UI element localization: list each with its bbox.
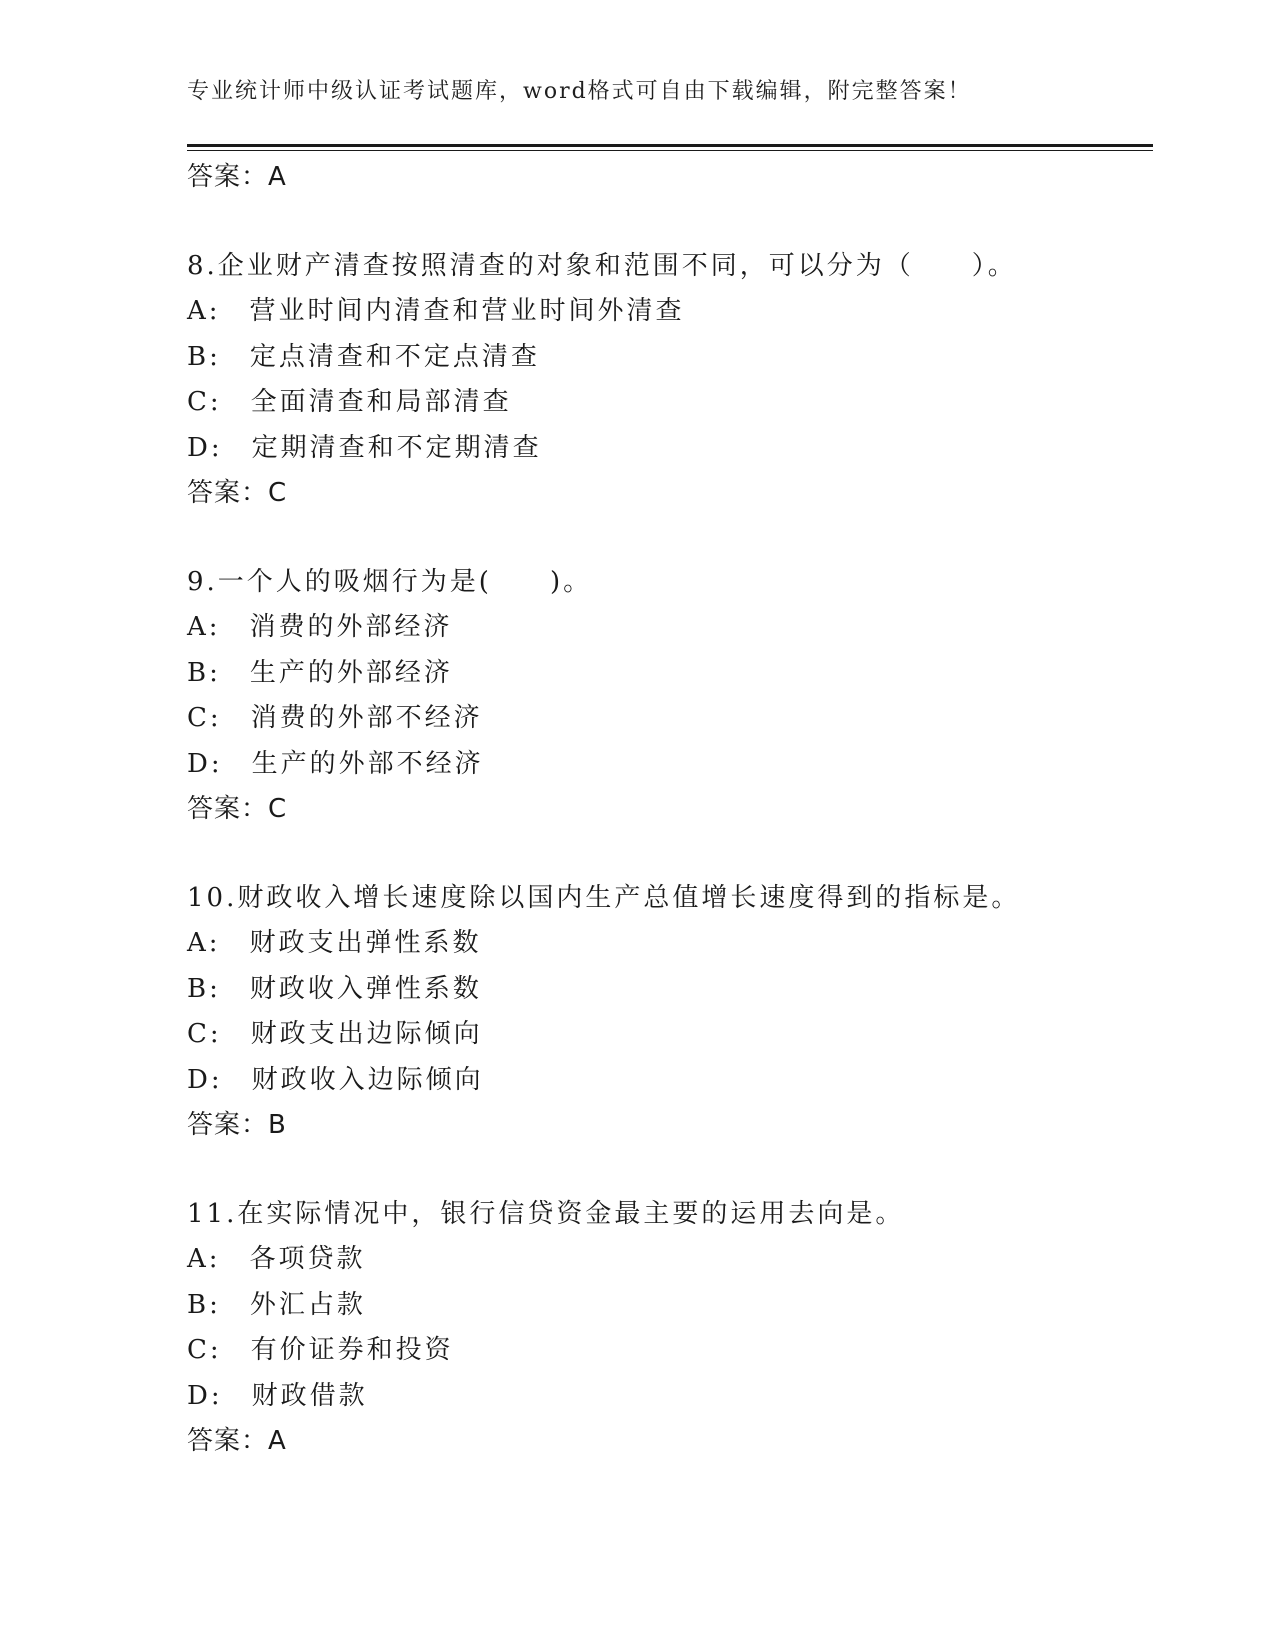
- answer-label: 答案：A: [187, 162, 287, 192]
- option-d: D: 财政借款: [187, 1380, 368, 1411]
- header-divider-thin: [187, 150, 1153, 151]
- option-a: A: 各项贷款: [187, 1244, 366, 1274]
- option-a: A: 消费的外部经济: [187, 612, 453, 642]
- option-b: B: 财政收入弹性系数: [187, 973, 482, 1004]
- question-block: [187, 244, 1153, 517]
- option-c: C: 全面清查和局部清查: [187, 387, 512, 417]
- header-divider-thick: [187, 144, 1153, 147]
- question-list: [187, 155, 1153, 1465]
- question-block: [187, 876, 1153, 1149]
- question-block: [187, 1192, 1153, 1465]
- option-d: D: 生产的外部不经济: [187, 748, 484, 779]
- question-stem: 9.一个人的吸烟行为是( )。: [187, 566, 593, 597]
- option-c: C: 有价证券和投资: [187, 1335, 454, 1365]
- option-c: C: 财政支出边际倾向: [187, 1019, 483, 1049]
- question-block: [187, 560, 1153, 833]
- option-a: A: 营业时间内清查和营业时间外清查: [187, 296, 685, 326]
- option-b: B: 外汇占款: [187, 1289, 366, 1320]
- question-stem: 10.财政收入增长速度除以国内生产总值增长速度得到的指标是。: [187, 882, 1021, 913]
- option-c: C: 消费的外部不经济: [187, 703, 483, 733]
- option-b: B: 定点清查和不定点清查: [187, 341, 540, 372]
- question-stem: 8.企业财产清查按照清查的对象和范围不同，可以分为（ ）。: [187, 250, 1017, 281]
- option-b: B: 生产的外部经济: [187, 657, 453, 688]
- option-d: D: 定期清查和不定期清查: [187, 432, 542, 463]
- page-header-text: 专业统计师中级认证考试题库，word格式可自由下载编辑，附完整答案！: [187, 79, 972, 104]
- answer-label: 答案：B: [187, 1110, 287, 1140]
- option-d: D: 财政收入边际倾向: [187, 1064, 484, 1095]
- answer-label: 答案：C: [187, 794, 288, 824]
- answer-label: 答案：A: [187, 1426, 287, 1456]
- answer-label: 答案：C: [187, 478, 288, 508]
- option-a: A: 财政支出弹性系数: [187, 928, 482, 958]
- question-stem: 11.在实际情况中，银行信贷资金最主要的运用去向是。: [187, 1198, 905, 1229]
